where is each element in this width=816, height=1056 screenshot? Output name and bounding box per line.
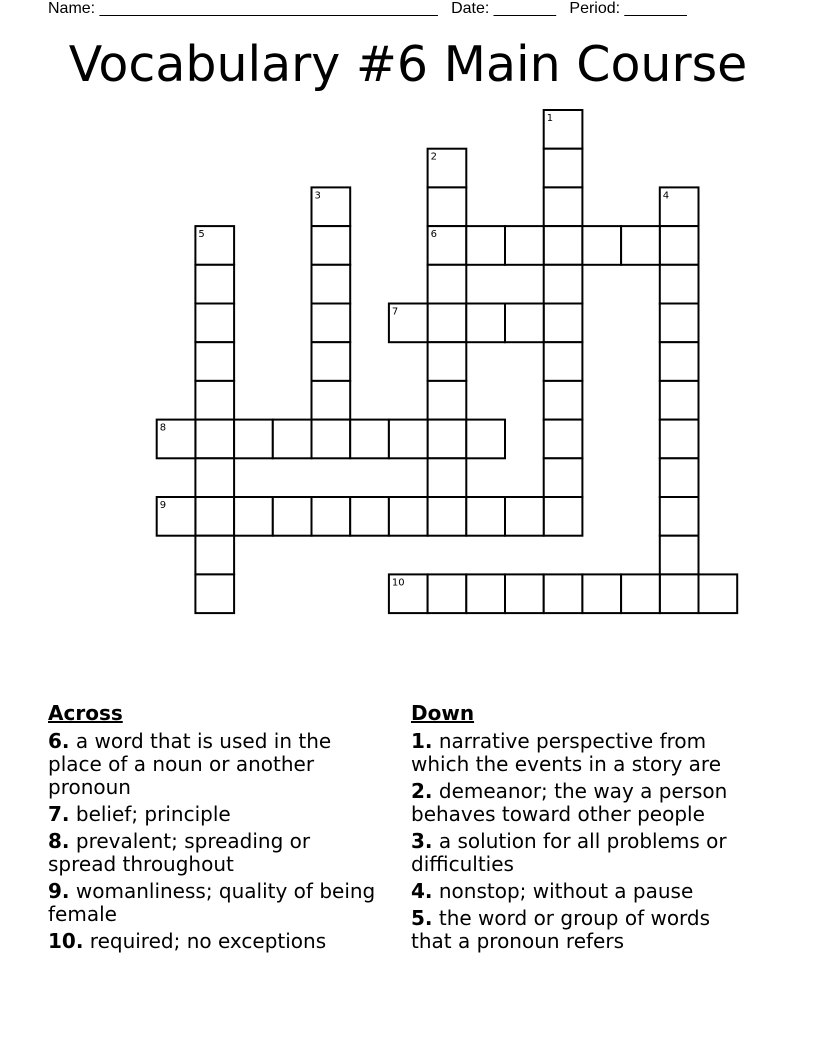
grid-cell[interactable] bbox=[544, 226, 583, 265]
clue-text: belief; principle bbox=[69, 802, 231, 826]
grid-cell[interactable] bbox=[660, 420, 699, 459]
clue-text: narrative perspective from which the events in a story are bbox=[411, 729, 721, 776]
grid-cell[interactable] bbox=[544, 574, 583, 613]
grid-cell[interactable] bbox=[621, 226, 660, 265]
clue-number: 2. bbox=[411, 779, 433, 803]
date-field-label: Date: _______ bbox=[451, 0, 557, 17]
clue-number: 4. bbox=[411, 879, 433, 903]
grid-cell[interactable] bbox=[505, 574, 544, 613]
clue-number-label: 9 bbox=[159, 500, 167, 511]
grid-cell[interactable] bbox=[544, 187, 583, 226]
grid-cell[interactable] bbox=[312, 342, 351, 381]
grid-cell[interactable] bbox=[544, 149, 583, 188]
grid-cell[interactable] bbox=[234, 497, 273, 536]
grid-cell[interactable] bbox=[660, 536, 699, 575]
grid-cell[interactable] bbox=[312, 226, 351, 265]
grid-cell[interactable] bbox=[273, 420, 312, 459]
grid-cell[interactable] bbox=[660, 458, 699, 497]
grid-cell[interactable] bbox=[660, 381, 699, 420]
clue-number-label: 3 bbox=[314, 190, 321, 202]
grid-cell[interactable] bbox=[195, 574, 234, 613]
grid-cell[interactable] bbox=[466, 497, 505, 536]
grid-cell[interactable] bbox=[195, 381, 234, 420]
clue-text: womanliness; quality of being female bbox=[48, 879, 376, 926]
clue-text: a word that is used in the place of a noun or another pronoun bbox=[48, 729, 332, 799]
grid-cell[interactable] bbox=[273, 497, 312, 536]
clue-number-label: 7 bbox=[391, 306, 399, 318]
grid-cell[interactable] bbox=[428, 304, 467, 343]
grid-cell[interactable] bbox=[582, 226, 621, 265]
clue-number: 9. bbox=[48, 879, 70, 903]
clue-number-label: 4 bbox=[662, 190, 670, 202]
period-field-label: Period: _______ bbox=[569, 0, 687, 17]
grid-cell[interactable] bbox=[312, 265, 351, 304]
grid-cell[interactable] bbox=[195, 265, 234, 304]
grid-cell[interactable] bbox=[660, 304, 699, 343]
grid-cell[interactable] bbox=[544, 458, 583, 497]
clue-number-label: 1 bbox=[546, 113, 554, 124]
grid-cell[interactable] bbox=[195, 420, 234, 459]
clue-number: 10. bbox=[48, 929, 84, 953]
clue-number: 6. bbox=[48, 729, 70, 753]
grid-cell[interactable] bbox=[544, 265, 583, 304]
grid-cell[interactable] bbox=[544, 342, 583, 381]
grid-cell[interactable] bbox=[195, 304, 234, 343]
clue-number: 8. bbox=[48, 829, 70, 853]
grid-cell[interactable] bbox=[544, 420, 583, 459]
grid-cell[interactable] bbox=[582, 574, 621, 613]
grid-cell[interactable] bbox=[428, 265, 467, 304]
clue-down-4 bbox=[411, 880, 756, 903]
grid-cell[interactable] bbox=[312, 381, 351, 420]
clue-text: the word or group of words that a pronoun refers bbox=[411, 906, 711, 953]
grid-cell[interactable] bbox=[195, 458, 234, 497]
clue-across-9 bbox=[48, 880, 378, 926]
grid-cell[interactable] bbox=[428, 187, 467, 226]
grid-cell[interactable] bbox=[544, 304, 583, 343]
grid-cell[interactable] bbox=[428, 497, 467, 536]
grid-cell[interactable] bbox=[466, 304, 505, 343]
grid-cell[interactable] bbox=[234, 420, 273, 459]
clue-text: required; no exceptions bbox=[83, 929, 327, 953]
grid-cell[interactable] bbox=[195, 536, 234, 575]
grid-cell[interactable] bbox=[660, 342, 699, 381]
clue-number-label: 5 bbox=[198, 229, 205, 241]
clue-number: 5. bbox=[411, 906, 433, 930]
clue-text: nonstop; without a pause bbox=[432, 879, 694, 903]
grid-cell[interactable] bbox=[660, 265, 699, 304]
clue-down-5 bbox=[411, 907, 756, 953]
clue-down-2 bbox=[411, 780, 756, 826]
clue-across-6 bbox=[48, 730, 378, 799]
clue-number-label: 6 bbox=[430, 229, 437, 241]
grid-cell[interactable] bbox=[660, 574, 699, 613]
grid-cell[interactable] bbox=[312, 304, 351, 343]
clue-number-label: 10 bbox=[391, 577, 405, 589]
down-heading: Down bbox=[411, 701, 475, 725]
grid-cell[interactable] bbox=[660, 226, 699, 265]
grid-cell[interactable] bbox=[544, 497, 583, 536]
clue-down-1 bbox=[411, 730, 756, 776]
clue-number: 3. bbox=[411, 829, 433, 853]
clue-number: 7. bbox=[48, 802, 70, 826]
clue-across-7 bbox=[48, 803, 378, 826]
grid-cell[interactable] bbox=[544, 381, 583, 420]
clue-number-label: 2 bbox=[430, 151, 437, 163]
grid-cell[interactable] bbox=[505, 226, 544, 265]
grid-cell[interactable] bbox=[428, 342, 467, 381]
grid-cell[interactable] bbox=[350, 497, 389, 536]
clue-number-label: 8 bbox=[159, 422, 167, 434]
grid-cell[interactable] bbox=[312, 420, 351, 459]
grid-cell[interactable] bbox=[312, 497, 351, 536]
name-field-label: Name: ______________________________________ bbox=[48, 0, 438, 17]
grid-cell[interactable] bbox=[195, 497, 234, 536]
clue-across-8 bbox=[48, 830, 378, 876]
grid-cell[interactable] bbox=[428, 574, 467, 613]
clue-text: a solution for all problems or difficulties bbox=[411, 829, 727, 876]
across-heading: Across bbox=[48, 701, 123, 725]
grid-cell[interactable] bbox=[466, 420, 505, 459]
grid-cell[interactable] bbox=[466, 226, 505, 265]
grid-cell[interactable] bbox=[621, 574, 660, 613]
clue-text: demeanor; the way a person behaves toward other people bbox=[411, 779, 728, 826]
grid-cell[interactable] bbox=[505, 304, 544, 343]
clue-text: prevalent; spreading or spread throughout bbox=[48, 829, 311, 876]
clue-down-3 bbox=[411, 830, 756, 876]
clue-across-10 bbox=[48, 930, 378, 953]
grid-cell[interactable] bbox=[505, 497, 544, 536]
grid-cell[interactable] bbox=[466, 574, 505, 613]
clue-number: 1. bbox=[411, 729, 433, 753]
page-title: Vocabulary #6 Main Course bbox=[68, 36, 748, 93]
grid-cell[interactable] bbox=[428, 381, 467, 420]
grid-cell[interactable] bbox=[428, 458, 467, 497]
grid-cell[interactable] bbox=[389, 497, 428, 536]
grid-cell[interactable] bbox=[389, 420, 428, 459]
grid-cell[interactable] bbox=[195, 342, 234, 381]
grid-cell[interactable] bbox=[350, 420, 389, 459]
across-clues bbox=[48, 702, 378, 957]
grid-cell[interactable] bbox=[660, 497, 699, 536]
grid-cell[interactable] bbox=[428, 420, 467, 459]
grid-cell[interactable] bbox=[699, 574, 738, 613]
down-clues bbox=[411, 702, 756, 957]
